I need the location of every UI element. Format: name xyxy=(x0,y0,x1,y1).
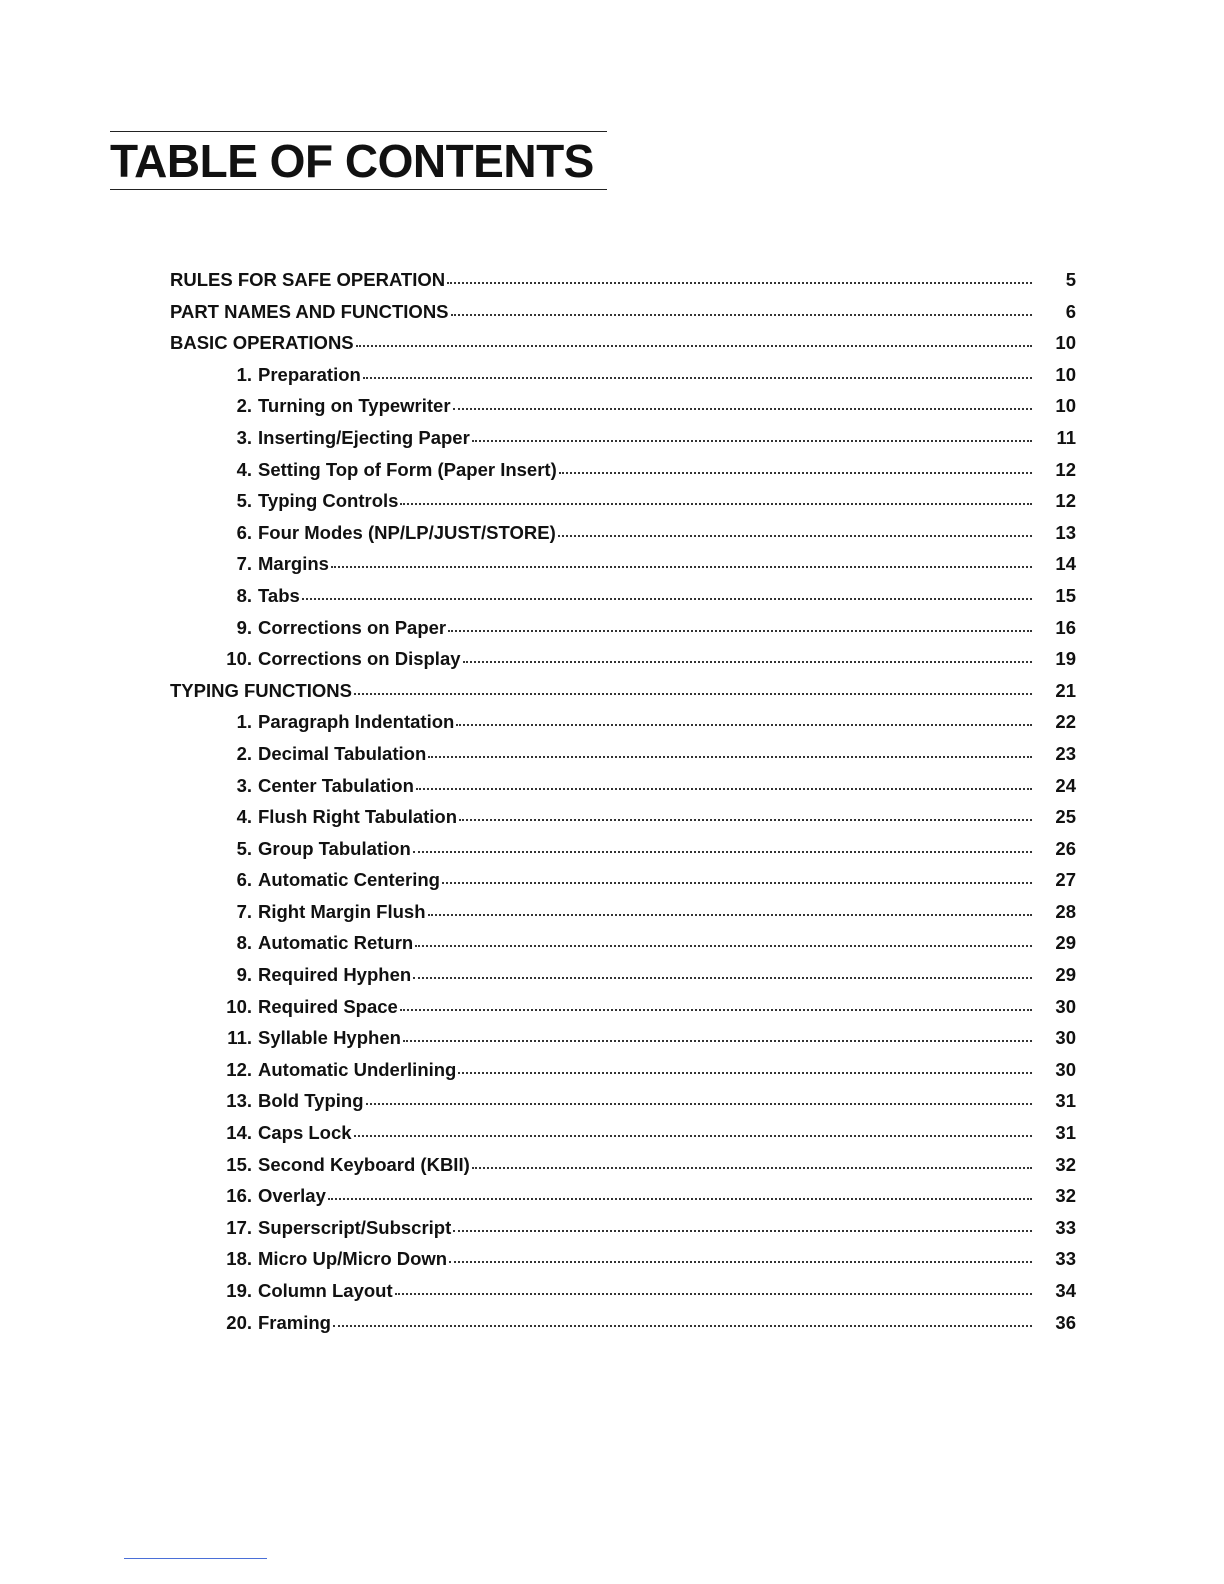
dot-leader xyxy=(442,882,1032,884)
toc-page-number: 33 xyxy=(1055,1216,1076,1238)
toc-subentry[interactable] xyxy=(170,422,1076,454)
title-block xyxy=(110,131,607,190)
toc-entry-label: Right Margin Flush xyxy=(258,900,426,922)
toc-subentry[interactable] xyxy=(170,801,1076,833)
toc-section-entry[interactable] xyxy=(170,296,1076,328)
toc-subentry[interactable] xyxy=(170,1212,1076,1244)
toc-entry-number: 11. xyxy=(227,1027,252,1049)
toc-entry-number: 16. xyxy=(226,1185,252,1207)
toc-section-entry[interactable] xyxy=(170,327,1076,359)
toc-entry-label: Required Hyphen xyxy=(258,964,412,986)
dot-leader xyxy=(453,408,1032,410)
toc-subentry[interactable] xyxy=(170,738,1076,770)
table-of-contents xyxy=(170,264,1076,1338)
toc-subentry[interactable] xyxy=(170,1054,1076,1086)
toc-entry-label: Framing xyxy=(258,1311,331,1333)
dot-leader xyxy=(472,440,1032,442)
dot-leader xyxy=(395,1293,1032,1295)
toc-entry-number: 7. xyxy=(236,553,252,575)
toc-entry-label: Bold Typing xyxy=(258,1090,364,1112)
toc-subentry[interactable] xyxy=(170,1085,1076,1117)
toc-entry-number: 6. xyxy=(236,521,252,543)
toc-entry-number: 6. xyxy=(236,869,252,891)
toc-page-number: 13 xyxy=(1055,521,1076,543)
toc-section-entry[interactable] xyxy=(170,675,1076,707)
toc-entry-number: 18. xyxy=(226,1248,252,1270)
toc-entry-label: Caps Lock xyxy=(258,1122,352,1144)
toc-entry-number: 14. xyxy=(226,1122,252,1144)
dot-leader xyxy=(366,1103,1033,1105)
toc-entry-number: 10. xyxy=(226,648,252,670)
dot-leader xyxy=(331,566,1032,568)
toc-page-number: 14 xyxy=(1055,553,1076,575)
toc-page-number: 32 xyxy=(1055,1153,1076,1175)
toc-entry-label: Inserting/Ejecting Paper xyxy=(258,426,470,448)
toc-entry-label: Superscript/Subscript xyxy=(258,1216,452,1238)
toc-page-number: 29 xyxy=(1055,964,1076,986)
toc-subentry[interactable] xyxy=(170,927,1076,959)
toc-subentry[interactable] xyxy=(170,896,1076,928)
toc-entry-label: BASIC OPERATIONS xyxy=(170,332,354,354)
toc-entry-label: Corrections on Display xyxy=(258,648,461,670)
toc-entry-label: RULES FOR SAFE OPERATION xyxy=(170,269,446,290)
toc-entry-label: Second Keyboard (KBII) xyxy=(258,1153,470,1175)
toc-entry-label: Center Tabulation xyxy=(258,774,414,796)
toc-page-number: 30 xyxy=(1055,1027,1076,1049)
toc-entry-label: Typing Controls xyxy=(258,490,399,512)
dot-leader xyxy=(559,472,1032,474)
dot-leader xyxy=(447,282,1032,284)
toc-page-number: 31 xyxy=(1055,1090,1076,1112)
toc-entry-label: Group Tabulation xyxy=(258,837,411,859)
toc-entry-label: Turning on Typewriter xyxy=(258,395,451,417)
toc-entry-number: 3. xyxy=(236,426,252,448)
toc-entry-label: Four Modes (NP/LP/JUST/STORE) xyxy=(258,521,556,543)
dot-leader xyxy=(558,535,1032,537)
dot-leader xyxy=(413,851,1032,853)
toc-subentry[interactable] xyxy=(170,1117,1076,1149)
toc-page-number: 26 xyxy=(1055,837,1076,859)
toc-subentry[interactable] xyxy=(170,991,1076,1023)
toc-page-number: 32 xyxy=(1055,1185,1076,1207)
dot-leader xyxy=(302,598,1032,600)
dot-leader xyxy=(448,630,1032,632)
toc-page-number: 28 xyxy=(1055,900,1076,922)
toc-entry-number: 15. xyxy=(226,1153,252,1175)
toc-entry-label: Corrections on Paper xyxy=(258,616,447,638)
toc-page-number: 23 xyxy=(1055,742,1076,764)
toc-page-number: 12 xyxy=(1055,458,1076,480)
dot-leader xyxy=(363,377,1032,379)
dot-leader xyxy=(354,1135,1032,1137)
toc-entry-number: 1. xyxy=(236,711,252,733)
toc-subentry[interactable] xyxy=(170,517,1076,549)
toc-entry-label: Automatic Centering xyxy=(258,869,440,891)
toc-entry-label: Tabs xyxy=(258,584,300,606)
toc-entry-label: Syllable Hyphen xyxy=(258,1027,401,1049)
toc-page-number: 36 xyxy=(1055,1311,1076,1333)
toc-entry-number: 5. xyxy=(236,837,252,859)
toc-page-number: 33 xyxy=(1055,1248,1076,1270)
toc-subentry[interactable] xyxy=(170,454,1076,486)
toc-section-entry[interactable] xyxy=(170,264,1076,296)
toc-page-number: 30 xyxy=(1055,995,1076,1017)
toc-entry-label: Automatic Return xyxy=(258,932,414,954)
toc-entry-number: 2. xyxy=(236,395,252,417)
toc-page-number: 12 xyxy=(1055,490,1076,512)
dot-leader xyxy=(428,914,1032,916)
toc-entry-number: 19. xyxy=(226,1280,252,1301)
dot-leader xyxy=(333,1325,1032,1327)
toc-entry-label: Column Layout xyxy=(258,1280,393,1301)
toc-page-number: 10 xyxy=(1055,395,1076,417)
dot-leader xyxy=(451,314,1032,316)
dot-leader xyxy=(459,819,1032,821)
toc-page-number: 16 xyxy=(1055,616,1076,638)
toc-entry-label: Automatic Underlining xyxy=(258,1058,457,1080)
dot-leader xyxy=(328,1198,1032,1200)
toc-subentry[interactable] xyxy=(170,864,1076,896)
toc-entry-number: 8. xyxy=(236,932,252,954)
toc-subentry[interactable] xyxy=(170,959,1076,991)
toc-page-number: 21 xyxy=(1055,679,1076,701)
dot-leader xyxy=(456,724,1032,726)
toc-subentry[interactable] xyxy=(170,1022,1076,1054)
dot-leader xyxy=(416,788,1032,790)
dot-leader xyxy=(453,1230,1032,1232)
dot-leader xyxy=(403,1040,1032,1042)
toc-page-number: 6 xyxy=(1065,300,1076,322)
toc-subentry[interactable] xyxy=(170,390,1076,422)
toc-entry-label: Decimal Tabulation xyxy=(258,742,427,764)
dot-leader xyxy=(354,693,1032,695)
dot-leader xyxy=(400,1009,1032,1011)
toc-entry-number: 7. xyxy=(236,900,252,922)
toc-subentry[interactable] xyxy=(170,612,1076,644)
dot-leader xyxy=(413,977,1032,979)
toc-entry-number: 12. xyxy=(226,1058,252,1080)
toc-page-number: 31 xyxy=(1055,1122,1076,1144)
toc-subentry[interactable] xyxy=(170,1149,1076,1181)
toc-entry-number: 8. xyxy=(236,584,252,606)
dot-leader xyxy=(449,1261,1032,1263)
toc-page-number: 22 xyxy=(1055,711,1076,733)
toc-entry-label: Micro Up/Micro Down xyxy=(258,1248,448,1270)
toc-page-number: 19 xyxy=(1055,648,1076,670)
toc-page-number: 27 xyxy=(1055,869,1076,891)
toc-page-number: 34 xyxy=(1055,1280,1076,1301)
toc-entry-label: Paragraph Indentation xyxy=(258,711,455,733)
toc-subentry[interactable] xyxy=(170,580,1076,612)
toc-entry-number: 5. xyxy=(236,490,252,512)
page-title: TABLE OF CONTENTS xyxy=(110,135,594,187)
toc-subentry[interactable] xyxy=(170,1243,1076,1275)
toc-entry-number: 20. xyxy=(226,1311,252,1333)
toc-entry-label: Preparation xyxy=(258,363,361,385)
toc-subentry[interactable] xyxy=(170,548,1076,580)
toc-subentry[interactable] xyxy=(170,359,1076,391)
toc-page-number: 24 xyxy=(1055,774,1076,796)
toc-entry-label: TYPING FUNCTIONS xyxy=(170,679,352,701)
toc-entry-label: Margins xyxy=(258,553,329,575)
toc-subentry[interactable] xyxy=(170,1307,1076,1339)
toc-subentry[interactable] xyxy=(170,706,1076,738)
toc-page-number: 29 xyxy=(1055,932,1076,954)
toc-subentry[interactable] xyxy=(170,485,1076,517)
dot-leader xyxy=(415,945,1032,947)
toc-subentry[interactable] xyxy=(170,1180,1076,1212)
toc-page-number: 5 xyxy=(1065,269,1076,290)
toc-entry-number: 13. xyxy=(226,1090,252,1112)
toc-page-number: 11 xyxy=(1056,426,1076,448)
toc-entry-number: 17. xyxy=(226,1216,252,1238)
toc-entry-label: PART NAMES AND FUNCTIONS xyxy=(170,300,449,322)
dot-leader xyxy=(463,661,1032,663)
toc-entry-number: 4. xyxy=(236,458,252,480)
toc-page-number: 10 xyxy=(1055,332,1076,354)
dot-leader xyxy=(428,756,1032,758)
toc-page-number: 30 xyxy=(1055,1058,1076,1080)
footer-rule xyxy=(124,1558,267,1559)
toc-entry-number: 1. xyxy=(236,363,252,385)
toc-entry-number: 9. xyxy=(236,616,252,638)
dot-leader xyxy=(472,1167,1032,1169)
toc-entry-number: 10. xyxy=(226,995,252,1017)
toc-page-number: 15 xyxy=(1055,584,1076,606)
toc-subentry[interactable] xyxy=(170,770,1076,802)
toc-entry-label: Required Space xyxy=(258,995,398,1017)
toc-entry-label: Flush Right Tabulation xyxy=(258,806,458,828)
toc-entry-number: 4. xyxy=(236,806,252,828)
toc-subentry[interactable] xyxy=(170,643,1076,675)
toc-subentry[interactable] xyxy=(170,1275,1076,1307)
toc-entry-number: 9. xyxy=(236,964,252,986)
dot-leader xyxy=(356,345,1032,347)
toc-entry-number: 2. xyxy=(236,742,252,764)
toc-subentry[interactable] xyxy=(170,833,1076,865)
toc-page-number: 25 xyxy=(1055,806,1076,828)
dot-leader xyxy=(400,503,1032,505)
toc-entry-number: 3. xyxy=(236,774,252,796)
toc-page-number: 10 xyxy=(1055,363,1076,385)
toc-entry-label: Setting Top of Form (Paper Insert) xyxy=(258,458,557,480)
dot-leader xyxy=(458,1072,1032,1074)
toc-entry-label: Overlay xyxy=(258,1185,326,1207)
